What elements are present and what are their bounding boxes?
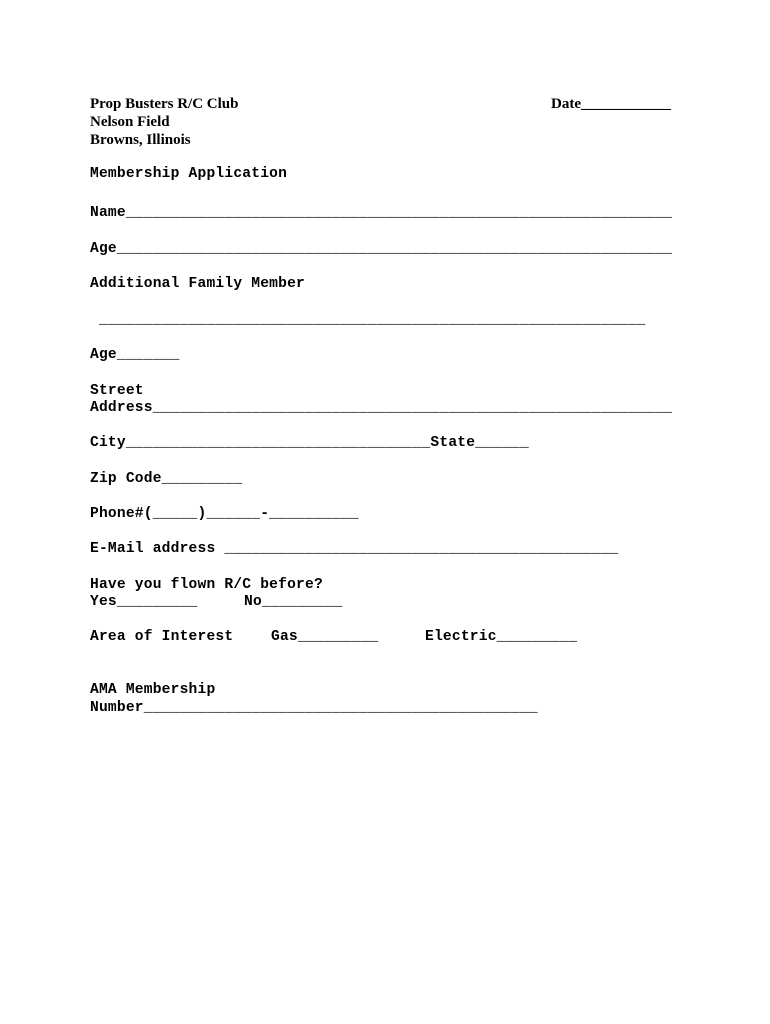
phone-label: Phone# (90, 506, 144, 522)
address-label: Address (90, 400, 153, 416)
family-member-blank[interactable]: _____________________________________________________________ (99, 312, 646, 328)
state-label: State (430, 435, 476, 451)
date-label: Date (551, 96, 581, 112)
family-age-blank[interactable]: _______ (116, 347, 180, 363)
zip-label: Zip Code (90, 471, 162, 487)
field-name: Nelson Field (90, 114, 170, 130)
interest-label: Area of Interest (90, 629, 234, 645)
no-label: No (244, 594, 262, 610)
gas-field[interactable] (271, 630, 379, 645)
yes-label: Yes (90, 594, 117, 610)
email-field[interactable] (90, 542, 619, 557)
state-blank[interactable]: ______ (475, 435, 529, 451)
zip-blank[interactable]: _________ (161, 471, 243, 487)
family-age-field[interactable] (90, 348, 180, 363)
address-blank[interactable]: __________________________________________________________ (152, 400, 673, 416)
date-blank[interactable]: ____________ (581, 96, 671, 112)
electric-label: Electric (425, 629, 497, 645)
email-label: E-Mail address (90, 541, 225, 557)
city-label: City (90, 435, 126, 451)
age-blank[interactable]: ______________________________________________________________ (116, 241, 673, 257)
no-blank[interactable]: _________ (261, 594, 343, 610)
yes-blank[interactable]: _________ (116, 594, 198, 610)
name-blank[interactable]: _____________________________________________________________ (125, 205, 673, 221)
phone-field[interactable] (90, 507, 359, 522)
zip-field[interactable] (90, 472, 242, 487)
family-age-label: Age (90, 347, 117, 363)
form-title: Membership Application (90, 166, 288, 182)
electric-field[interactable] (425, 630, 577, 645)
age-field[interactable] (90, 242, 672, 257)
flown-question: Have you flown R/C before? (90, 577, 323, 593)
gas-label: Gas (271, 629, 298, 645)
city-blank[interactable]: __________________________________ (125, 435, 431, 451)
email-blank[interactable]: ____________________________________________ (224, 541, 619, 557)
electric-blank[interactable]: _________ (496, 629, 578, 645)
phone-blank[interactable]: (_____)______-__________ (143, 506, 359, 522)
name-label: Name (90, 205, 126, 221)
ama-number-field[interactable] (90, 701, 538, 716)
street-label: Street (90, 383, 144, 399)
no-field[interactable] (244, 595, 343, 610)
yes-field[interactable] (90, 595, 198, 610)
club-location: Browns, Illinois (90, 132, 191, 148)
club-name: Prop Busters R/C Club (90, 96, 239, 112)
gas-blank[interactable]: _________ (297, 629, 379, 645)
club-header (90, 95, 239, 149)
ama-number-label: Number (90, 700, 144, 716)
name-field[interactable] (90, 206, 672, 221)
family-member-label: Additional Family Member (90, 276, 305, 292)
ama-membership-label: AMA Membership (90, 682, 216, 698)
city-state-field[interactable] (90, 436, 529, 451)
ama-number-blank[interactable]: ____________________________________________ (143, 700, 538, 716)
age-label: Age (90, 241, 117, 257)
address-field[interactable] (90, 401, 672, 416)
date-field[interactable] (551, 95, 671, 113)
